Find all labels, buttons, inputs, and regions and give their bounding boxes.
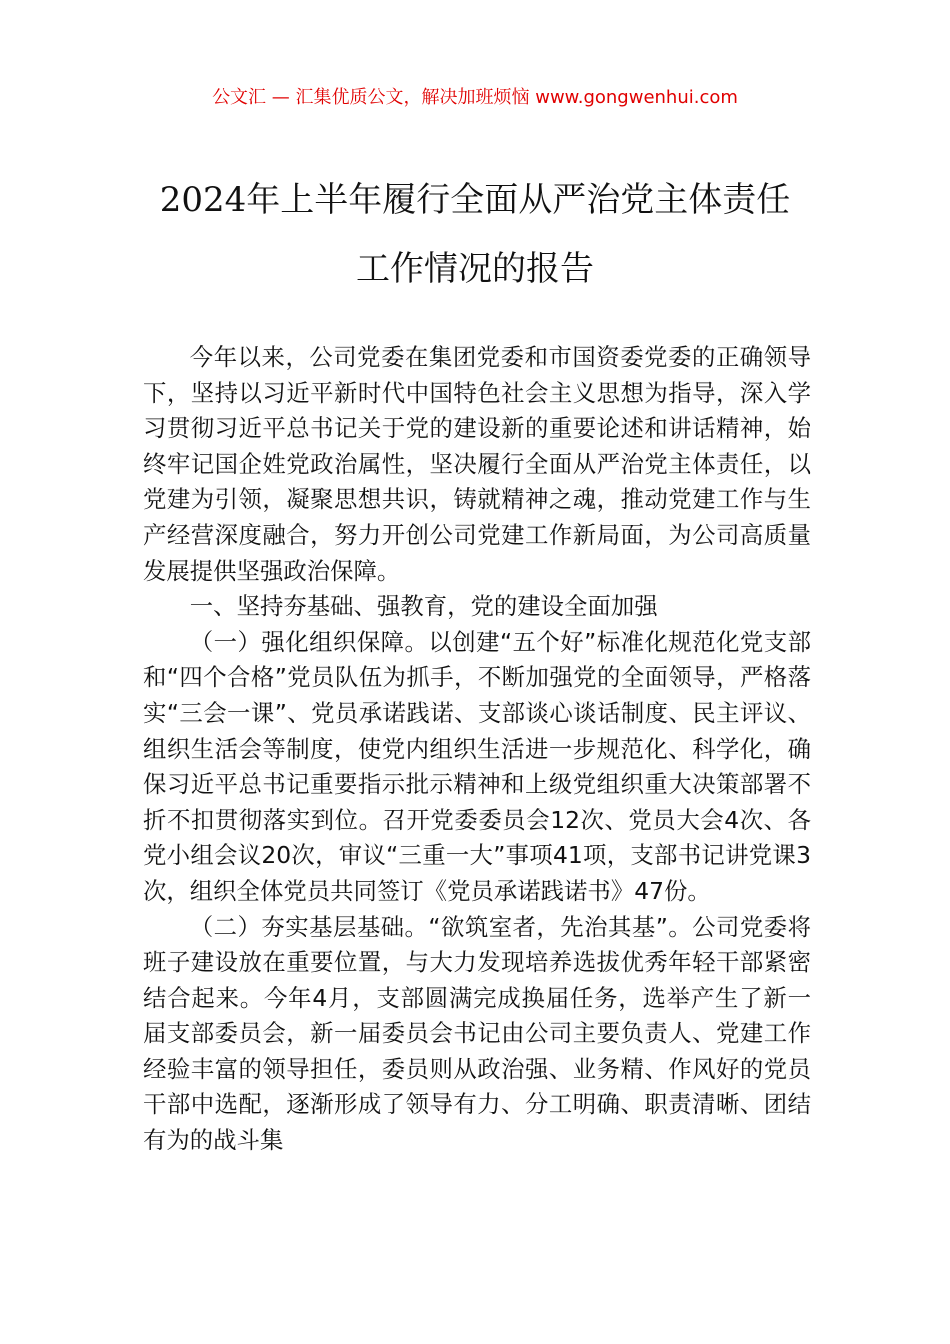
document-body — [143, 340, 811, 1159]
paragraph-foundation: （二）夯实基层基础。“欲筑室者，先治其基”。公司党委将班子建设放在重要位置，与大力发现培养选拔优秀年轻干部紧密结合起来。今年4月，支部圆满完成换届任务，选举产生了新一届支部委员会，新一届委员会书记由公司主要负责人、党建工作经验丰富的领导担任，委员则从政治强、业务精、作风好的党员干部中选配，逐渐形成了领导有力、分工明确、职责清晰、团结有为的战斗集 — [143, 912, 811, 1155]
header-banner: 公文汇 — 汇集优质公文，解决加班烦恼 www.gongwenhui.com — [212, 87, 738, 108]
document-title-line-1: 2024年上半年履行全面从严治党主体责任 — [159, 180, 791, 220]
section-heading-1: 一、坚持夯基础、强教育，党的建设全面加强 — [189, 592, 658, 621]
document-title-line-2: 工作情况的报告 — [356, 249, 594, 289]
paragraph-organization: （一）强化组织保障。以创建“五个好”标准化规范化党支部和“四个合格”党员队伍为抓手，不断加强党的全面领导，严格落实“三会一课”、党员承诺践诺、支部谈心谈话制度、民主评议、组织生活会等制度，使党内组织生活进一步规范化、科学化，确保习近平总书记重要指示批示精神和上级党组织重大决策部署不折不扣贯彻落实到位。召开党委委员会12次、党员大会4次、各党小组会议20次，审议“三重一大”事项41项，支部书记讲党课3次，组织全体党员共同签订《党员承诺践诺书》47份。 — [143, 627, 811, 905]
paragraph-intro: 今年以来，公司党委在集团党委和市国资委党委的正确领导下，坚持以习近平新时代中国特色社会主义思想为指导，深入学习贯彻习近平总书记关于党的建设新的重要论述和讲话精神，始终牢记国企姓党政治属性，坚决履行全面从严治党主体责任，以党建为引领，凝聚思想共识，铸就精神之魂，推动党建工作与生产经营深度融合，努力开创公司党建工作新局面，为公司高质量发展提供坚强政治保障。 — [143, 343, 811, 585]
